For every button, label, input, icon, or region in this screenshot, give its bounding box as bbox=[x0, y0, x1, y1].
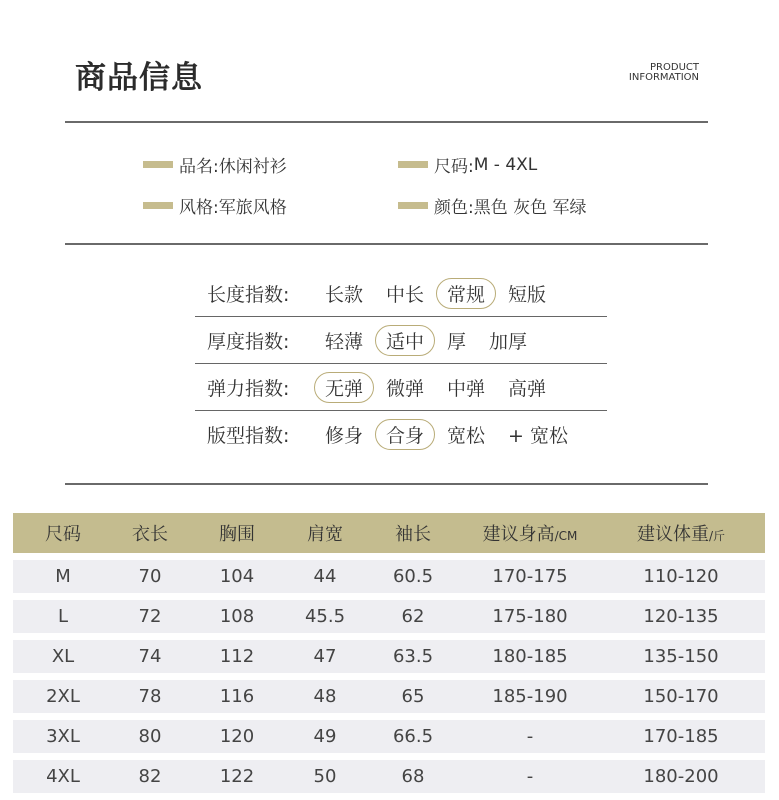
table-cell: 185-190 bbox=[492, 686, 568, 707]
bullet-bar bbox=[143, 161, 173, 168]
bullet-bar bbox=[398, 202, 428, 209]
table-cell: L bbox=[57, 606, 69, 627]
index-option: 轻薄 bbox=[325, 330, 364, 353]
table-row bbox=[13, 640, 765, 673]
info-value: 黑色 灰色 军绿 bbox=[473, 198, 587, 218]
table-cell: 74 bbox=[138, 646, 162, 667]
table-cell: 180-200 bbox=[643, 766, 719, 787]
header-cell bbox=[597, 520, 765, 546]
index-option: 中弹 bbox=[447, 377, 486, 400]
index-option: 宽松 bbox=[447, 424, 486, 447]
table-cell: 50 bbox=[313, 766, 337, 787]
header-unit: /斤 bbox=[708, 529, 726, 543]
index-option: 短版 bbox=[508, 283, 547, 306]
divider bbox=[65, 121, 708, 123]
table-cell: M bbox=[55, 566, 71, 587]
table-cell: 68 bbox=[401, 766, 425, 787]
bullet-bar bbox=[398, 161, 428, 168]
header-cell: 肩宽 bbox=[307, 524, 343, 545]
table-cell: 170-175 bbox=[492, 566, 568, 587]
divider bbox=[65, 243, 708, 245]
info-item-size bbox=[398, 152, 537, 177]
info-label: 风格: bbox=[179, 198, 219, 218]
title-en-line1: PRODUCT bbox=[650, 62, 699, 73]
table-row bbox=[13, 680, 765, 713]
index-option: 修身 bbox=[325, 424, 364, 447]
table-cell: 108 bbox=[219, 606, 255, 627]
index-label: 版型指数: bbox=[207, 424, 290, 447]
index-option-selected: 适中 bbox=[375, 325, 435, 356]
header-cell bbox=[463, 520, 597, 546]
index-option: 高弹 bbox=[508, 377, 547, 400]
table-row bbox=[13, 720, 765, 753]
table-cell: 120-135 bbox=[643, 606, 719, 627]
index-label: 厚度指数: bbox=[207, 330, 290, 353]
index-thickness bbox=[207, 323, 539, 357]
table-cell: 112 bbox=[219, 646, 255, 667]
info-item-name bbox=[143, 152, 287, 177]
table-cell: 66.5 bbox=[392, 726, 434, 747]
header-label: 建议体重 bbox=[636, 524, 709, 545]
index-divider bbox=[195, 316, 607, 317]
table-cell: 63.5 bbox=[392, 646, 434, 667]
index-option: 厚 bbox=[447, 330, 467, 353]
index-fit bbox=[207, 417, 580, 451]
table-cell: 82 bbox=[138, 766, 162, 787]
size-table bbox=[13, 513, 765, 800]
table-cell: 2XL bbox=[46, 686, 80, 707]
table-cell: - bbox=[526, 726, 534, 747]
table-cell: 45.5 bbox=[304, 606, 346, 627]
index-option: 加厚 bbox=[489, 330, 528, 353]
header-cell: 尺码 bbox=[45, 524, 81, 545]
table-cell: 150-170 bbox=[643, 686, 719, 707]
table-cell: 4XL bbox=[46, 766, 80, 787]
index-option-selected: 常规 bbox=[436, 278, 496, 309]
table-cell: 175-180 bbox=[492, 606, 568, 627]
table-cell: - bbox=[526, 766, 534, 787]
info-value: 军旅风格 bbox=[218, 198, 287, 218]
table-cell: XL bbox=[51, 646, 75, 667]
index-option-selected: 合身 bbox=[375, 419, 435, 450]
table-cell: 70 bbox=[138, 566, 162, 587]
header-cell: 衣长 bbox=[132, 524, 168, 545]
index-divider bbox=[195, 410, 607, 411]
table-cell: 120 bbox=[219, 726, 255, 747]
table-cell: 104 bbox=[219, 566, 255, 587]
table-cell: 110-120 bbox=[643, 566, 719, 587]
table-cell: 49 bbox=[313, 726, 337, 747]
info-value: M - 4XL bbox=[473, 154, 538, 175]
table-row bbox=[13, 600, 765, 633]
table-cell: 48 bbox=[313, 686, 337, 707]
table-cell: 180-185 bbox=[492, 646, 568, 667]
page-title-en bbox=[620, 63, 699, 83]
header-label: 建议身高 bbox=[482, 524, 555, 545]
table-row bbox=[13, 560, 765, 593]
table-cell: 3XL bbox=[46, 726, 80, 747]
table-cell: 116 bbox=[219, 686, 255, 707]
info-label: 尺码: bbox=[434, 157, 474, 177]
info-value: 休闲衬衫 bbox=[218, 157, 287, 177]
header-unit: /CM bbox=[554, 529, 578, 543]
table-cell: 60.5 bbox=[392, 566, 434, 587]
title-en-line2: INFORMATION bbox=[628, 72, 699, 83]
info-label: 品名: bbox=[179, 157, 219, 177]
index-option: 微弹 bbox=[386, 377, 425, 400]
page-title: 商品信息 bbox=[75, 60, 203, 96]
index-option: 长款 bbox=[325, 283, 364, 306]
table-cell: 47 bbox=[313, 646, 337, 667]
info-item-style bbox=[143, 193, 287, 218]
table-cell: 170-185 bbox=[643, 726, 719, 747]
header-cell: 袖长 bbox=[395, 524, 431, 545]
index-elasticity bbox=[207, 370, 558, 404]
index-divider bbox=[195, 363, 607, 364]
index-label: 弹力指数: bbox=[207, 377, 290, 400]
table-cell: 72 bbox=[138, 606, 162, 627]
index-label: 长度指数: bbox=[207, 283, 290, 306]
table-cell: 65 bbox=[401, 686, 425, 707]
table-cell: 78 bbox=[138, 686, 162, 707]
table-header bbox=[13, 513, 765, 553]
table-cell: 44 bbox=[313, 566, 337, 587]
index-option: 中长 bbox=[386, 283, 425, 306]
table-cell: 62 bbox=[401, 606, 425, 627]
table-cell: 122 bbox=[219, 766, 255, 787]
table-row bbox=[13, 760, 765, 793]
index-option: + 宽松 bbox=[508, 424, 569, 447]
table-cell: 135-150 bbox=[643, 646, 719, 667]
bullet-bar bbox=[143, 202, 173, 209]
divider bbox=[65, 483, 708, 485]
index-length bbox=[207, 276, 558, 310]
table-cell: 80 bbox=[138, 726, 162, 747]
index-option-selected: 无弹 bbox=[314, 372, 374, 403]
info-item-color bbox=[398, 193, 587, 218]
info-label: 颜色: bbox=[434, 198, 474, 218]
header-cell: 胸围 bbox=[219, 524, 255, 545]
